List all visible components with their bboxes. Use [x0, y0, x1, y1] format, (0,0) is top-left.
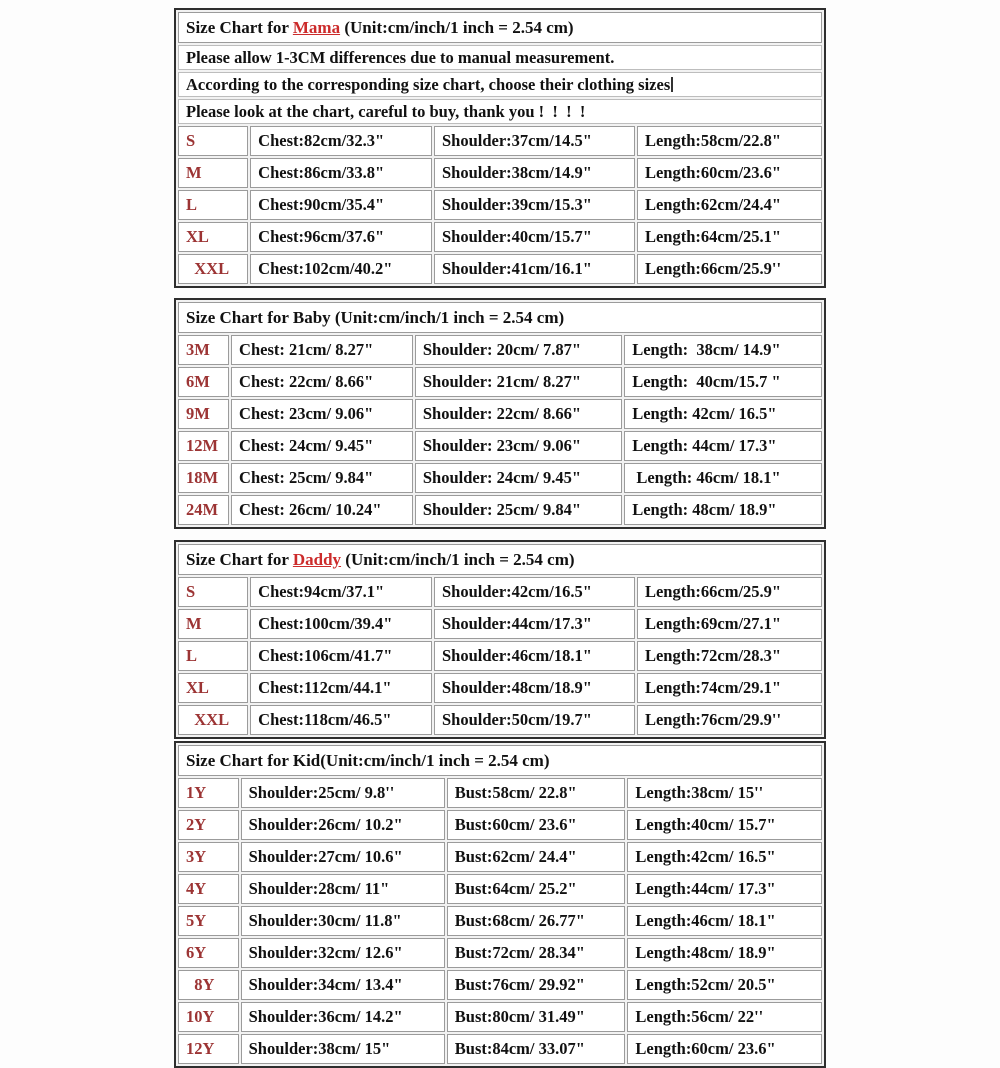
- chart-title-text: Size Chart for Baby (Unit:cm/inch/1 inch = 2.54 cm): [186, 308, 565, 327]
- measurement-cell: Chest:90cm/35.4": [250, 190, 432, 220]
- measurement-cell: Bust:58cm/ 22.8": [447, 778, 626, 808]
- size-row-daddy-L: [178, 641, 822, 671]
- chart-title-group-name: Daddy: [292, 550, 342, 569]
- measurement-cell: Shoulder:27cm/ 10.6": [241, 842, 445, 872]
- measurement-cell: Shoulder:26cm/ 10.2": [241, 810, 445, 840]
- note-row: [178, 99, 822, 124]
- size-row-kid-12Y: [178, 1034, 822, 1064]
- size-label-cell: L: [178, 190, 248, 220]
- measurement-cell: Shoulder:44cm/17.3": [434, 609, 635, 639]
- measurement-cell: Length: 42cm/ 16.5": [624, 399, 822, 429]
- chart-title: [178, 12, 822, 43]
- chart-title-row: [178, 745, 822, 776]
- size-row-daddy-M: [178, 609, 822, 639]
- measurement-cell: Length:46cm/ 18.1": [627, 906, 822, 936]
- size-label-cell: 24M: [178, 495, 229, 525]
- measurement-cell: Chest:96cm/37.6": [250, 222, 432, 252]
- size-row-daddy-XL: [178, 673, 822, 703]
- measurement-cell: Chest: 24cm/ 9.45": [231, 431, 413, 461]
- measurement-cell: Length:66cm/25.9'': [637, 254, 822, 284]
- size-label-cell: 12Y: [178, 1034, 239, 1064]
- measurement-cell: Shoulder:37cm/14.5": [434, 126, 635, 156]
- measurement-cell: Chest: 25cm/ 9.84": [231, 463, 413, 493]
- measurement-cell: Chest:100cm/39.4": [250, 609, 432, 639]
- size-label-cell: 10Y: [178, 1002, 239, 1032]
- chart-title-prefix: Size Chart for: [186, 18, 293, 37]
- measurement-cell: Length:60cm/23.6": [637, 158, 822, 188]
- note-row: [178, 45, 822, 70]
- chart-title-suffix: (Unit:cm/inch/1 inch = 2.54 cm): [341, 550, 575, 569]
- size-row-kid-8Y: [178, 970, 822, 1000]
- size-row-kid-1Y: [178, 778, 822, 808]
- measurement-cell: Shoulder:39cm/15.3": [434, 190, 635, 220]
- measurement-cell: Shoulder: 23cm/ 9.06": [415, 431, 622, 461]
- size-label-cell: 2Y: [178, 810, 239, 840]
- measurement-cell: Length: 38cm/ 14.9": [624, 335, 822, 365]
- measurement-cell: Shoulder:28cm/ 11": [241, 874, 445, 904]
- measurement-cell: Bust:62cm/ 24.4": [447, 842, 626, 872]
- measurement-cell: Bust:76cm/ 29.92": [447, 970, 626, 1000]
- size-row-kid-4Y: [178, 874, 822, 904]
- size-label-cell: 9M: [178, 399, 229, 429]
- size-chart-table-daddy: [174, 540, 826, 739]
- chart-title-group-name: Mama: [292, 18, 341, 37]
- measurement-cell: Length:48cm/ 18.9": [627, 938, 822, 968]
- measurement-cell: Chest: 22cm/ 8.66": [231, 367, 413, 397]
- measurement-cell: Length:60cm/ 23.6": [627, 1034, 822, 1064]
- measurement-cell: Length:56cm/ 22'': [627, 1002, 822, 1032]
- measurement-cell: Chest:86cm/33.8": [250, 158, 432, 188]
- measurement-cell: Length:76cm/29.9'': [637, 705, 822, 735]
- size-chart-table-kid: [174, 741, 826, 1068]
- measurement-cell: Shoulder:34cm/ 13.4": [241, 970, 445, 1000]
- size-label-cell: S: [178, 577, 248, 607]
- size-label-cell: M: [178, 158, 248, 188]
- measurement-cell: Shoulder: 20cm/ 7.87": [415, 335, 622, 365]
- size-label-cell: XL: [178, 222, 248, 252]
- note-text-span: According to the corresponding size chart, choose their clothing sizes: [186, 75, 671, 94]
- measurement-cell: Chest:102cm/40.2": [250, 254, 432, 284]
- measurement-cell: Shoulder:38cm/ 15": [241, 1034, 445, 1064]
- size-label-cell: XL: [178, 673, 248, 703]
- measurement-cell: Bust:64cm/ 25.2": [447, 874, 626, 904]
- measurement-cell: Shoulder: 25cm/ 9.84": [415, 495, 622, 525]
- size-row-kid-3Y: [178, 842, 822, 872]
- size-label-cell: 6Y: [178, 938, 239, 968]
- size-label-cell: 3Y: [178, 842, 239, 872]
- size-row-mama-S: [178, 126, 822, 156]
- measurement-cell: Length:52cm/ 20.5": [627, 970, 822, 1000]
- size-label-cell: 6M: [178, 367, 229, 397]
- measurement-cell: Bust:84cm/ 33.07": [447, 1034, 626, 1064]
- chart-title-text: Size Chart for Kid(Unit:cm/inch/1 inch = 2.54 cm): [186, 751, 550, 770]
- size-row-baby-18M: [178, 463, 822, 493]
- size-row-baby-9M: [178, 399, 822, 429]
- measurement-cell: Shoulder:30cm/ 11.8": [241, 906, 445, 936]
- size-label-cell: 1Y: [178, 778, 239, 808]
- measurement-cell: Chest: 26cm/ 10.24": [231, 495, 413, 525]
- measurement-cell: Bust:60cm/ 23.6": [447, 810, 626, 840]
- chart-title-row: [178, 12, 822, 43]
- measurement-cell: Length:40cm/ 15.7": [627, 810, 822, 840]
- size-row-kid-2Y: [178, 810, 822, 840]
- measurement-cell: Length:74cm/29.1": [637, 673, 822, 703]
- measurement-cell: Shoulder:25cm/ 9.8'': [241, 778, 445, 808]
- measurement-cell: Shoulder: 22cm/ 8.66": [415, 399, 622, 429]
- measurement-cell: Bust:80cm/ 31.49": [447, 1002, 626, 1032]
- chart-title: [178, 544, 822, 575]
- size-label-cell: 5Y: [178, 906, 239, 936]
- chart-title: [178, 745, 822, 776]
- chart-title-suffix: (Unit:cm/inch/1 inch = 2.54 cm): [340, 18, 574, 37]
- size-row-mama-XL: [178, 222, 822, 252]
- measurement-cell: Bust:72cm/ 28.34": [447, 938, 626, 968]
- chart-title-prefix: Size Chart for: [186, 550, 293, 569]
- measurement-cell: Shoulder:41cm/16.1": [434, 254, 635, 284]
- measurement-cell: Chest:118cm/46.5": [250, 705, 432, 735]
- size-row-baby-12M: [178, 431, 822, 461]
- measurement-cell: Shoulder:42cm/16.5": [434, 577, 635, 607]
- measurement-cell: Length:42cm/ 16.5": [627, 842, 822, 872]
- measurement-cell: Chest:94cm/37.1": [250, 577, 432, 607]
- size-label-cell: 12M: [178, 431, 229, 461]
- measurement-cell: Chest:82cm/32.3": [250, 126, 432, 156]
- size-chart-document: [174, 8, 826, 1068]
- size-label-cell: M: [178, 609, 248, 639]
- measurement-cell: Shoulder:40cm/15.7": [434, 222, 635, 252]
- measurement-cell: Chest:112cm/44.1": [250, 673, 432, 703]
- measurement-cell: Shoulder:38cm/14.9": [434, 158, 635, 188]
- measurement-cell: Chest: 23cm/ 9.06": [231, 399, 413, 429]
- size-label-cell: S: [178, 126, 248, 156]
- size-label-cell: L: [178, 641, 248, 671]
- measurement-cell: Length: 46cm/ 18.1": [624, 463, 822, 493]
- note-text: [178, 72, 822, 97]
- size-row-baby-6M: [178, 367, 822, 397]
- chart-title-row: [178, 544, 822, 575]
- size-row-baby-3M: [178, 335, 822, 365]
- size-row-baby-24M: [178, 495, 822, 525]
- size-row-mama-M: [178, 158, 822, 188]
- measurement-cell: Length:69cm/27.1": [637, 609, 822, 639]
- measurement-cell: Shoulder:32cm/ 12.6": [241, 938, 445, 968]
- size-label-cell: XXL: [178, 705, 248, 735]
- size-row-daddy-XXL: [178, 705, 822, 735]
- note-row: [178, 72, 822, 97]
- text-cursor-artifact: [671, 77, 673, 92]
- measurement-cell: Chest: 21cm/ 8.27": [231, 335, 413, 365]
- measurement-cell: Shoulder: 24cm/ 9.45": [415, 463, 622, 493]
- measurement-cell: Length:62cm/24.4": [637, 190, 822, 220]
- chart-title: [178, 302, 822, 333]
- size-row-kid-10Y: [178, 1002, 822, 1032]
- chart-title-row: [178, 302, 822, 333]
- size-row-kid-5Y: [178, 906, 822, 936]
- measurement-cell: Chest:106cm/41.7": [250, 641, 432, 671]
- size-label-cell: 3M: [178, 335, 229, 365]
- measurement-cell: Shoulder:48cm/18.9": [434, 673, 635, 703]
- size-label-cell: 4Y: [178, 874, 239, 904]
- measurement-cell: Length:72cm/28.3": [637, 641, 822, 671]
- measurement-cell: Shoulder:50cm/19.7": [434, 705, 635, 735]
- size-label-cell: 18M: [178, 463, 229, 493]
- measurement-cell: Length:38cm/ 15'': [627, 778, 822, 808]
- measurement-cell: Length:64cm/25.1": [637, 222, 822, 252]
- measurement-cell: Length: 40cm/15.7 ": [624, 367, 822, 397]
- size-row-mama-L: [178, 190, 822, 220]
- measurement-cell: Length:66cm/25.9": [637, 577, 822, 607]
- note-text: [178, 99, 822, 124]
- size-row-kid-6Y: [178, 938, 822, 968]
- measurement-cell: Bust:68cm/ 26.77": [447, 906, 626, 936]
- note-text: [178, 45, 822, 70]
- note-text-span: Please look at the chart, careful to buy, thank you ! ! ! !: [186, 102, 586, 121]
- measurement-cell: Length: 44cm/ 17.3": [624, 431, 822, 461]
- size-chart-table-mama: [174, 8, 826, 288]
- measurement-cell: Length:44cm/ 17.3": [627, 874, 822, 904]
- size-label-cell: XXL: [178, 254, 248, 284]
- measurement-cell: Length:58cm/22.8": [637, 126, 822, 156]
- size-label-cell: 8Y: [178, 970, 239, 1000]
- note-text-span: Please allow 1-3CM differences due to manual measurement.: [186, 48, 615, 67]
- size-row-mama-XXL: [178, 254, 822, 284]
- measurement-cell: Shoulder: 21cm/ 8.27": [415, 367, 622, 397]
- measurement-cell: Shoulder:36cm/ 14.2": [241, 1002, 445, 1032]
- measurement-cell: Shoulder:46cm/18.1": [434, 641, 635, 671]
- size-row-daddy-S: [178, 577, 822, 607]
- size-chart-table-baby: [174, 298, 826, 529]
- measurement-cell: Length: 48cm/ 18.9": [624, 495, 822, 525]
